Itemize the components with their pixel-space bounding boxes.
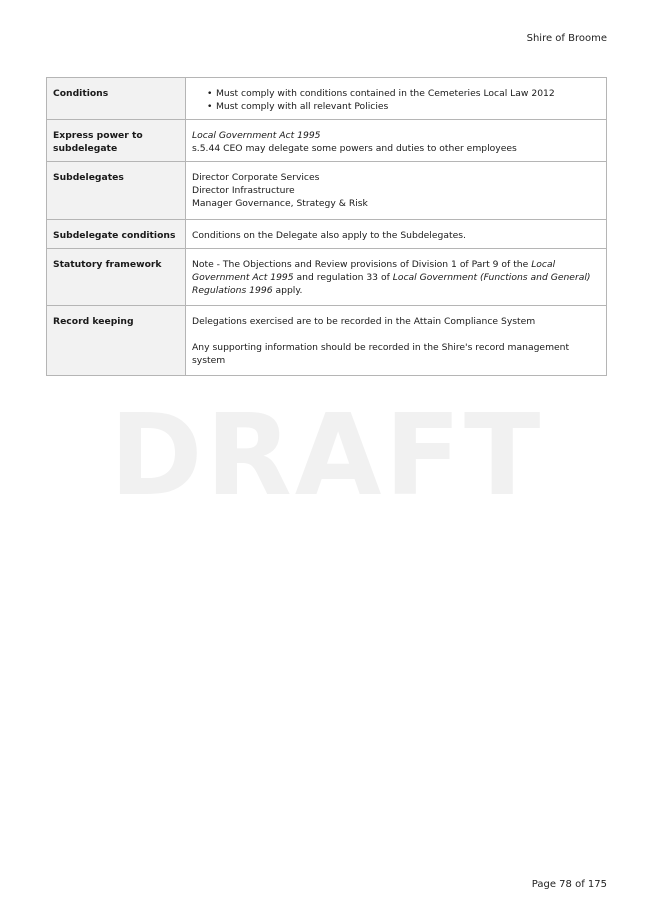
statutory-text: Note - The Objections and Review provisions of Division 1 of Part 9 of the bbox=[192, 259, 532, 270]
table-row bbox=[47, 306, 607, 376]
statutory-framework-label: Statutory framework bbox=[47, 249, 186, 306]
organisation-name: Shire of Broome bbox=[526, 33, 607, 44]
regulations-reference: Local Government (Functions and General) Regulations 1996 bbox=[192, 272, 591, 296]
act-reference: Local Government Act 1995 bbox=[192, 130, 321, 141]
table-row bbox=[47, 120, 607, 162]
record-keeping-label: Record keeping bbox=[47, 306, 186, 376]
statutory-framework-value bbox=[186, 249, 607, 306]
statutory-text: apply. bbox=[272, 285, 303, 296]
list-item: • Must comply with conditions contained in the Cemeteries Local Law 2012 bbox=[216, 87, 596, 100]
table-row bbox=[47, 78, 607, 120]
act-reference: Local Government Act 1995 bbox=[192, 259, 556, 283]
conditions-value bbox=[186, 78, 607, 120]
subdelegate-item: Director Infrastructure bbox=[192, 185, 295, 196]
draft-watermark: DRAFT bbox=[109, 391, 544, 521]
subdelegates-value bbox=[186, 162, 607, 220]
record-keeping-text: Any supporting information should be recorded in the Shire's record management system bbox=[192, 342, 570, 366]
subdelegates-label: Subdelegates bbox=[47, 162, 186, 220]
table-row bbox=[47, 249, 607, 306]
list-item: • Must comply with all relevant Policies bbox=[216, 100, 596, 113]
table-row bbox=[47, 220, 607, 249]
conditions-label: Conditions bbox=[47, 78, 186, 120]
conditions-list bbox=[192, 87, 596, 113]
delegation-table bbox=[46, 77, 607, 376]
express-power-text: s.5.44 CEO may delegate some powers and duties to other employees bbox=[192, 143, 517, 154]
record-keeping-text: Delegations exercised are to be recorded in the Attain Compliance System bbox=[192, 316, 536, 327]
express-power-value bbox=[186, 120, 607, 162]
subdelegate-item: Manager Governance, Strategy & Risk bbox=[192, 198, 368, 209]
page-number: Page 78 of 175 bbox=[531, 879, 607, 890]
subdelegate-conditions-label: Subdelegate conditions bbox=[47, 220, 186, 249]
express-power-label: Express power to subdelegate bbox=[47, 120, 186, 162]
subdelegate-item: Director Corporate Services bbox=[192, 172, 320, 183]
record-keeping-value bbox=[186, 306, 607, 376]
subdelegate-conditions-value: Conditions on the Delegate also apply to the Subdelegates. bbox=[186, 220, 607, 249]
table-row bbox=[47, 162, 607, 220]
statutory-text: and regulation 33 of bbox=[293, 272, 393, 283]
